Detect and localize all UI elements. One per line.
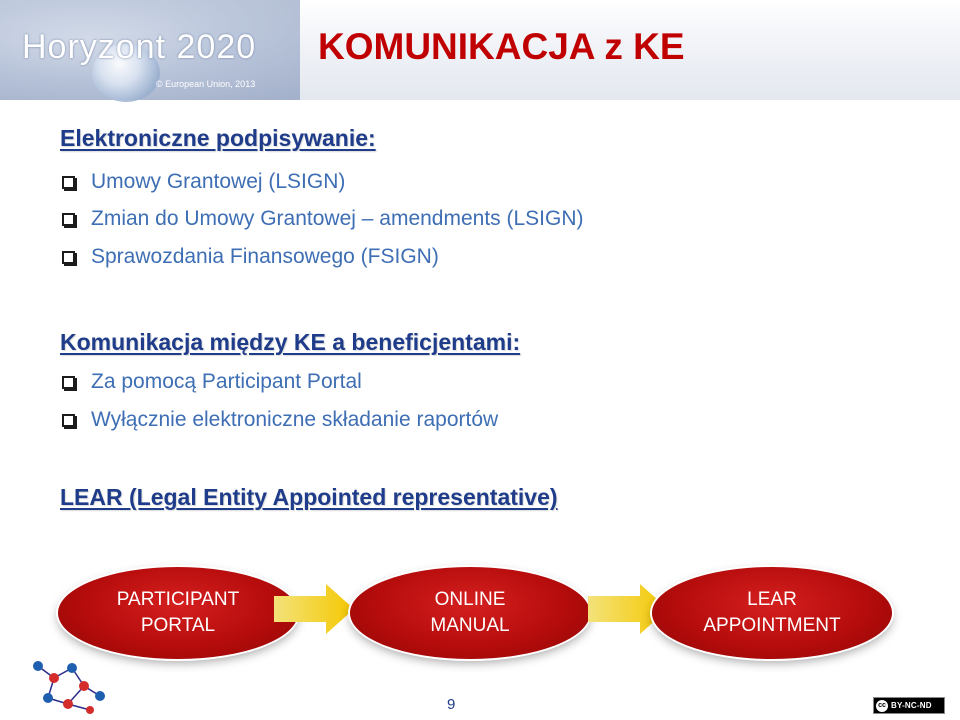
flow-step-line: APPOINTMENT [703, 615, 841, 636]
heading-electronic-signing: Elektroniczne podpisywanie: [60, 125, 376, 151]
slide-title: KOMUNIKACJA z KE [318, 26, 685, 67]
checkbox-bullet-icon [62, 414, 75, 427]
list-item [62, 370, 362, 394]
flow-step-line: PORTAL [140, 615, 216, 636]
cc-icon: cc [876, 700, 888, 712]
flow-step-line: PARTICIPANT [116, 589, 240, 610]
checkbox-bullet-icon [62, 213, 75, 226]
heading-communication: Komunikacja między KE a beneficjentami: [60, 329, 521, 355]
program-logo-text: Horyzont 2020 [22, 28, 257, 66]
flow-step-line: MANUAL [430, 615, 510, 636]
network-logo-icon [28, 652, 108, 716]
list-item-text: Za pomocą Participant Portal [91, 370, 362, 393]
list-item-text: Zmian do Umowy Grantowej – amendments (LSIGN) [91, 207, 584, 230]
copyright-note: © European Union, 2013 [156, 79, 256, 89]
page-number: 9 [447, 696, 456, 713]
license-text: BY-NC-ND [891, 701, 932, 710]
slide-header [0, 0, 960, 100]
checkbox-bullet-icon [62, 176, 75, 189]
flow-step-online-manual[interactable] [350, 567, 590, 659]
license-badge [873, 697, 945, 714]
flow-step-line: ONLINE [434, 589, 506, 610]
list-item-text: Umowy Grantowej (LSIGN) [91, 170, 346, 193]
flow-step-line: LEAR [747, 589, 797, 610]
list-item-text: Sprawozdania Finansowego (FSIGN) [91, 245, 439, 268]
flow-step-lear-appointment[interactable] [652, 567, 892, 659]
heading-lear: LEAR (Legal Entity Appointed representative) [60, 484, 558, 510]
list-item-text: Wyłącznie elektroniczne składanie raportów [91, 408, 499, 431]
list-item [62, 170, 345, 194]
checkbox-bullet-icon [62, 376, 75, 389]
flow-step-participant-portal[interactable] [58, 567, 298, 659]
arrow-right-icon [274, 584, 354, 634]
checkbox-bullet-icon [62, 251, 75, 264]
list-item [62, 207, 584, 231]
list-item [62, 408, 498, 432]
list-item [62, 245, 439, 269]
